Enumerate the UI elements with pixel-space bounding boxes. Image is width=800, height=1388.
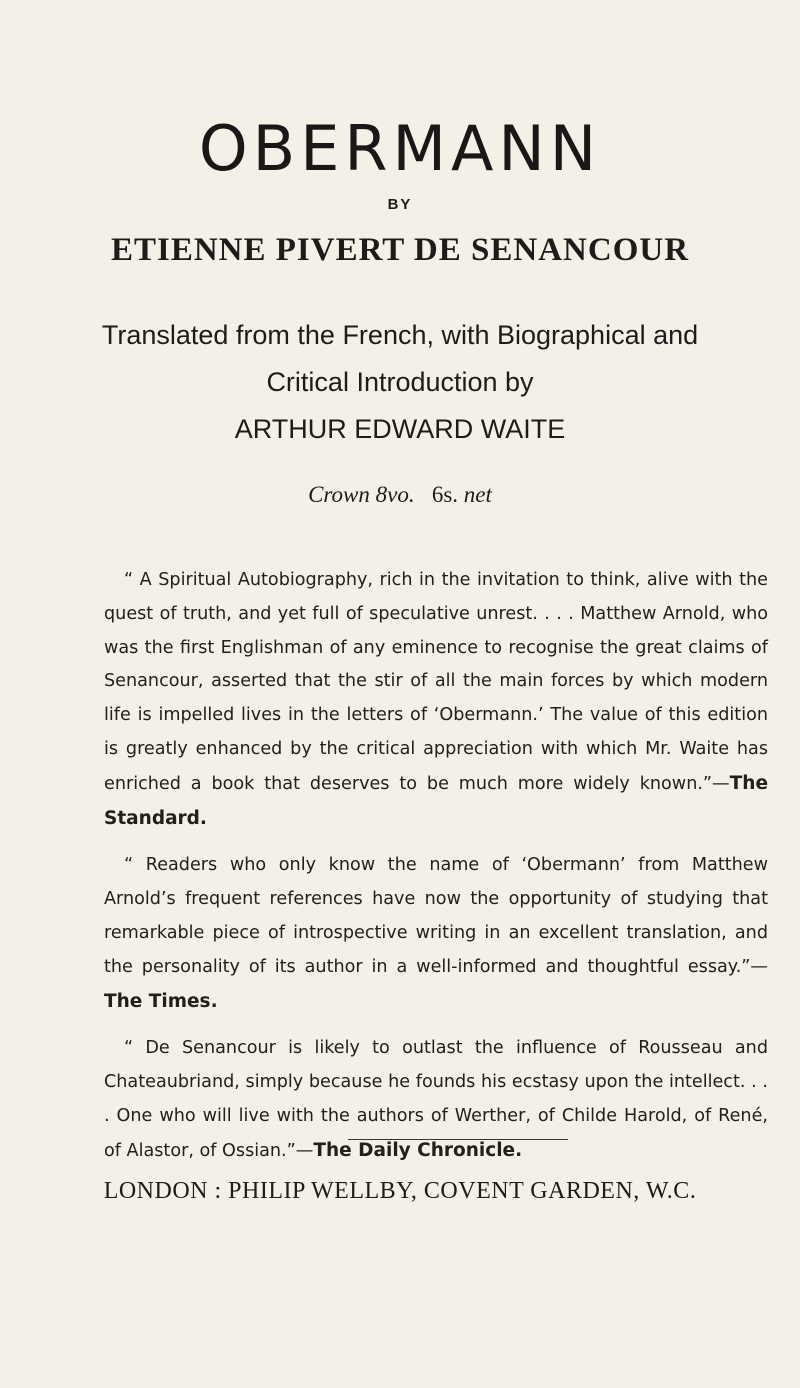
review-quotes (104, 564, 768, 1182)
edition-info (0, 482, 800, 508)
translation-line-1: Translated from the French, with Biographical and (101, 320, 699, 350)
review-text: “ A Spiritual Autobiography, rich in the invitation to think, alive with the quest of truth, and yet full of speculative unrest. . . . Matthew Arnold, who was the first Englishman of any eminence to recognise the great claims of Senancour, asserted that the stir of all the main forces by which modern life is impelled lives in the letters of ‘Obermann.’ The value of this edition is greatly enhanced by the critical appreciation with which Mr. Waite has enriched a book that deserves to be much more widely known.”— (104, 570, 768, 794)
review-quote (104, 849, 768, 1019)
price-suffix: net (463, 482, 492, 507)
review-text: “ Readers who only know the name of ‘Obermann’ from Matthew Arnold’s frequent references have now the opportunity of studying that remarkable piece of introspective writing in an excellent translation, and the personality of its author in a well-informed and thoughtful essay.”— (104, 855, 768, 977)
publisher-imprint: LONDON : PHILIP WELLBY, COVENT GARDEN, W.C. (103, 1178, 697, 1204)
by-line: BY (387, 196, 413, 213)
author-name: ETIENNE PIVERT DE SENANCOUR (110, 232, 690, 268)
review-text: “ De Senancour is likely to outlast the influence of Rousseau and Chateaubriand, simply because he founds his ecstasy upon the intellect. . . . One who will live with the authors of Werther, of Childe Harold, of René, of Alastor, of Ossian.”— (104, 1038, 768, 1161)
price: 6s. (431, 482, 459, 507)
format: Crown 8vo. (308, 482, 415, 507)
book-title: OBERMANN (198, 112, 602, 185)
translator-name: ARTHUR EDWARD WAITE (234, 414, 566, 444)
translation-line-2: Critical Introduction by (266, 367, 534, 397)
review-source: The Times. (104, 990, 218, 1012)
divider (348, 1139, 568, 1140)
review-quote (104, 564, 768, 836)
review-source: The Standard. (104, 772, 768, 829)
review-quote (104, 1032, 768, 1168)
review-source: The Daily Chronicle. (313, 1139, 523, 1161)
